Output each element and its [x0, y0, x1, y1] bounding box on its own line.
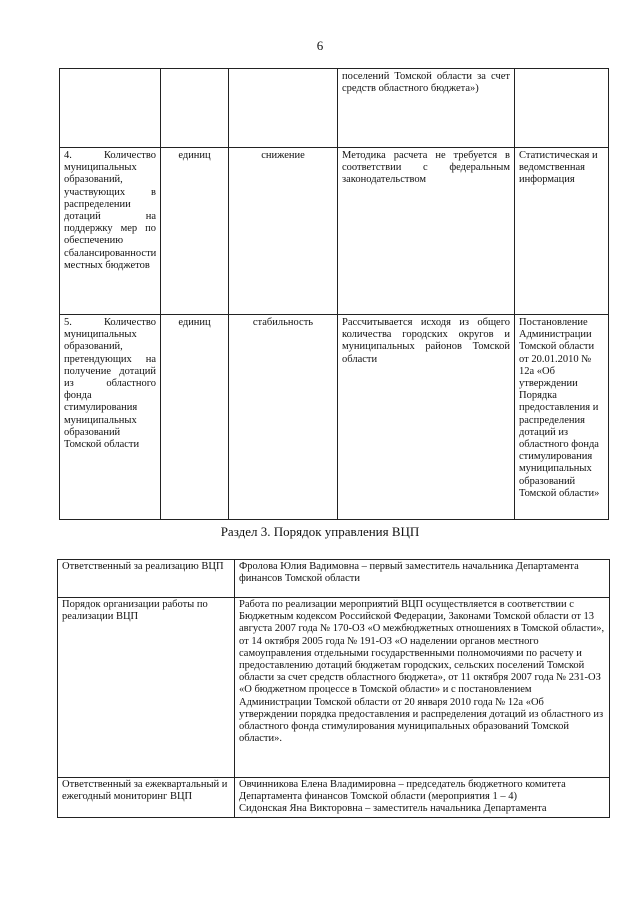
indicators-table: [59, 68, 609, 520]
table-cell-label: Ответственный за реализацию ВЦП: [58, 560, 235, 598]
table-cell-source: Статистическая и ведомственная информация: [515, 148, 609, 315]
table-cell-value: Фролова Юлия Вадимовна – первый заместитель начальника Департамента финансов Томской области: [235, 560, 610, 598]
table-cell: [515, 69, 609, 148]
table-cell-trend: снижение: [229, 148, 338, 315]
table-row: [60, 315, 609, 520]
table-cell-label: Ответственный за ежеквартальный и ежегодный мониторинг ВЦП: [58, 778, 235, 818]
table-cell: [161, 69, 229, 148]
value-line: Овчинникова Елена Владимировна – председатель бюджетного комитета Департамента финансов Томской области (мероприятия 1 – 4): [239, 779, 566, 803]
table-row: [58, 778, 610, 818]
section-title: Раздел 3. Порядок управления ВЦП: [220, 524, 420, 539]
table-cell-indicator: 5. Количество муниципальных образований, претендующих на получение дотаций из областного фонда стимулирования муниципальных образований Томской области: [60, 315, 161, 520]
table-cell-label: Порядок организации работы по реализации ВЦП: [58, 598, 235, 778]
table-cell-value: [235, 778, 610, 818]
table-row: [60, 69, 609, 148]
management-table: [57, 559, 610, 818]
table-cell-source: Постановление Администрации Томской области от 20.01.2010 № 12а «Об утверждении Порядка предоставления и распределения дотаций из областного фонда стимулирования муниципальных образований Томской области»: [515, 315, 609, 520]
page-number: 6: [316, 38, 324, 53]
table-cell-method: Методика расчета не требуется в соответствии с федеральным законодательством: [338, 148, 515, 315]
table-cell-method: поселений Томской области за счет средств областного бюджета»): [338, 69, 515, 148]
table-cell-value: Работа по реализации мероприятий ВЦП осуществляется в соответствии с Бюджетным кодексом Российской Федерации, Законами Томской области от 13 августа 2007 года № 170-ОЗ «О межбюджетных отношениях в Томской области», от 14 октября 2005 года № 191-ОЗ «О наделении органов местного самоуправления отдельными государственными полномочиями по расчету и предоставлению дотаций бюджетам городских, сельских поселений Томской области за счет средств областного бюджета», от 11 октября 2007 года № 231-ОЗ «О бюджетном процессе в Томской области» и с постановлением Администрации Томской области от 20 января 2010 года № 12а «Об утверждении порядка предоставления и распределения дотаций из областного из областного фонда стимулирования муниципальных образований Томской области».: [235, 598, 610, 778]
table-row: [58, 598, 610, 778]
table-cell-unit: единиц: [161, 315, 229, 520]
table-cell-indicator: 4. Количество муниципальных образований, участвующих в распределении дотаций на поддержку мер по обеспечению сбалансированности местных бюджетов: [60, 148, 161, 315]
table-cell-method: Рассчитывается исходя из общего количества городских округов и муниципальных районов Томской области: [338, 315, 515, 520]
table-cell-trend: стабильность: [229, 315, 338, 520]
table-cell-unit: единиц: [161, 148, 229, 315]
table-cell: [229, 69, 338, 148]
value-line: Сидонская Яна Викторовна – заместитель начальника Департамента: [239, 803, 547, 815]
table-row: [60, 148, 609, 315]
table-row: [58, 560, 610, 598]
table-cell: [60, 69, 161, 148]
